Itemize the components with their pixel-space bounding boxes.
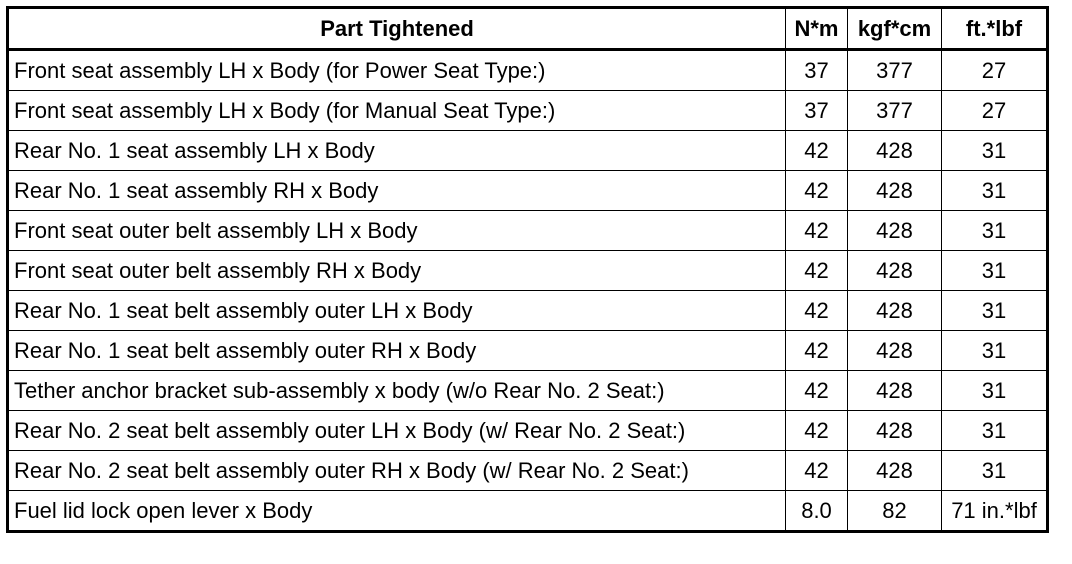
part-cell: Front seat assembly LH x Body (for Power Seat Type:) bbox=[8, 50, 786, 91]
ft-cell: 31 bbox=[942, 411, 1048, 451]
kgf-cell: 428 bbox=[848, 171, 942, 211]
ft-cell: 71 in.*lbf bbox=[942, 491, 1048, 532]
ft-cell: 31 bbox=[942, 211, 1048, 251]
part-cell: Fuel lid lock open lever x Body bbox=[8, 491, 786, 532]
nm-cell: 42 bbox=[786, 331, 848, 371]
part-cell: Rear No. 1 seat assembly RH x Body bbox=[8, 171, 786, 211]
ft-cell: 31 bbox=[942, 371, 1048, 411]
column-header-kgf: kgf*cm bbox=[848, 8, 942, 50]
ft-cell: 31 bbox=[942, 251, 1048, 291]
torque-spec-table bbox=[6, 6, 1049, 533]
nm-cell: 42 bbox=[786, 251, 848, 291]
nm-cell: 42 bbox=[786, 291, 848, 331]
table-row bbox=[8, 171, 1048, 211]
table-row bbox=[8, 131, 1048, 171]
table-row bbox=[8, 251, 1048, 291]
kgf-cell: 428 bbox=[848, 251, 942, 291]
kgf-cell: 428 bbox=[848, 131, 942, 171]
table-row bbox=[8, 451, 1048, 491]
nm-cell: 42 bbox=[786, 131, 848, 171]
kgf-cell: 428 bbox=[848, 211, 942, 251]
kgf-cell: 428 bbox=[848, 291, 942, 331]
kgf-cell: 82 bbox=[848, 491, 942, 532]
part-cell: Rear No. 1 seat assembly LH x Body bbox=[8, 131, 786, 171]
kgf-cell: 428 bbox=[848, 331, 942, 371]
nm-cell: 42 bbox=[786, 211, 848, 251]
part-cell: Rear No. 2 seat belt assembly outer RH x Body (w/ Rear No. 2 Seat:) bbox=[8, 451, 786, 491]
column-header-part: Part Tightened bbox=[8, 8, 786, 50]
table-row bbox=[8, 91, 1048, 131]
table-header-row bbox=[8, 8, 1048, 50]
column-header-nm: N*m bbox=[786, 8, 848, 50]
nm-cell: 37 bbox=[786, 50, 848, 91]
ft-cell: 31 bbox=[942, 171, 1048, 211]
column-header-ft: ft.*lbf bbox=[942, 8, 1048, 50]
table-row bbox=[8, 291, 1048, 331]
part-cell: Front seat assembly LH x Body (for Manual Seat Type:) bbox=[8, 91, 786, 131]
kgf-cell: 428 bbox=[848, 451, 942, 491]
part-cell: Rear No. 1 seat belt assembly outer LH x Body bbox=[8, 291, 786, 331]
nm-cell: 8.0 bbox=[786, 491, 848, 532]
nm-cell: 42 bbox=[786, 171, 848, 211]
ft-cell: 31 bbox=[942, 451, 1048, 491]
table-row bbox=[8, 371, 1048, 411]
table-row bbox=[8, 211, 1048, 251]
nm-cell: 42 bbox=[786, 371, 848, 411]
part-cell: Front seat outer belt assembly LH x Body bbox=[8, 211, 786, 251]
kgf-cell: 377 bbox=[848, 91, 942, 131]
ft-cell: 27 bbox=[942, 91, 1048, 131]
kgf-cell: 428 bbox=[848, 371, 942, 411]
ft-cell: 31 bbox=[942, 131, 1048, 171]
nm-cell: 42 bbox=[786, 451, 848, 491]
part-cell: Rear No. 2 seat belt assembly outer LH x Body (w/ Rear No. 2 Seat:) bbox=[8, 411, 786, 451]
ft-cell: 31 bbox=[942, 331, 1048, 371]
ft-cell: 27 bbox=[942, 50, 1048, 91]
nm-cell: 37 bbox=[786, 91, 848, 131]
table-row bbox=[8, 50, 1048, 91]
table-row bbox=[8, 491, 1048, 532]
table-row bbox=[8, 331, 1048, 371]
part-cell: Rear No. 1 seat belt assembly outer RH x Body bbox=[8, 331, 786, 371]
kgf-cell: 428 bbox=[848, 411, 942, 451]
part-cell: Front seat outer belt assembly RH x Body bbox=[8, 251, 786, 291]
ft-cell: 31 bbox=[942, 291, 1048, 331]
part-cell: Tether anchor bracket sub-assembly x body (w/o Rear No. 2 Seat:) bbox=[8, 371, 786, 411]
nm-cell: 42 bbox=[786, 411, 848, 451]
kgf-cell: 377 bbox=[848, 50, 942, 91]
table-row bbox=[8, 411, 1048, 451]
